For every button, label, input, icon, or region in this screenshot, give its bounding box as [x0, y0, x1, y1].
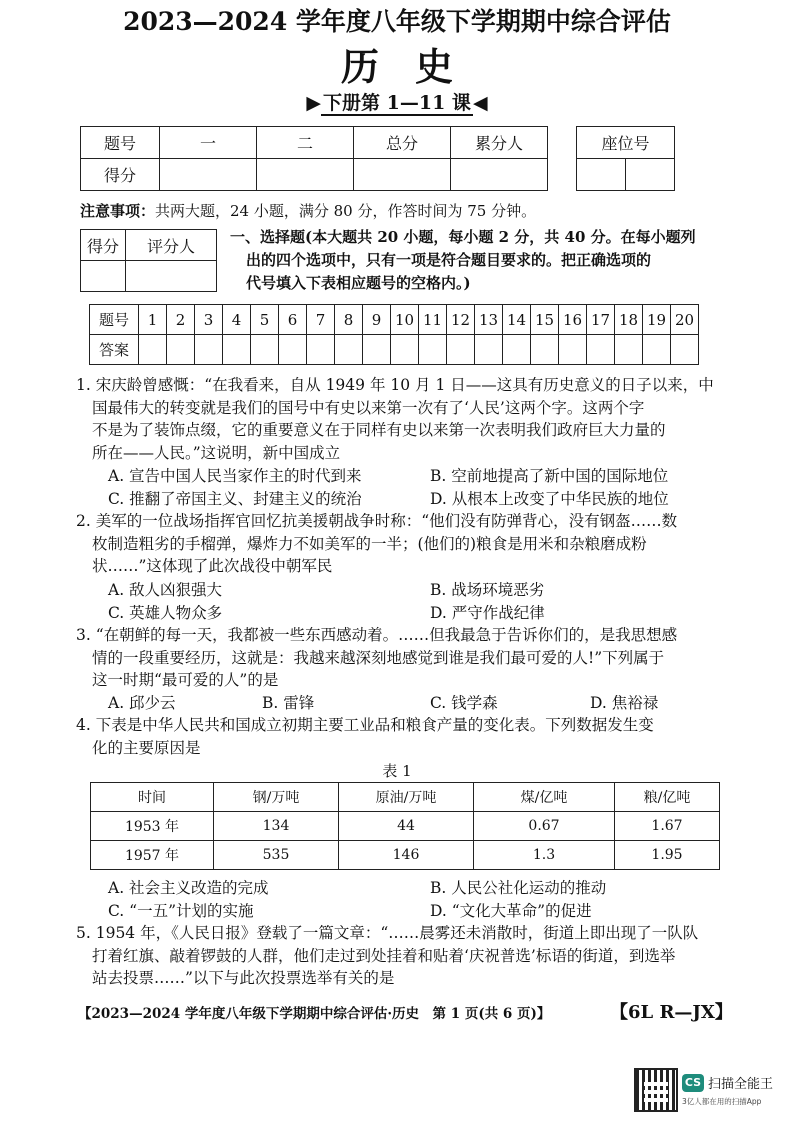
answer-number: 8	[335, 305, 363, 335]
grader-input-cell[interactable]	[81, 261, 126, 292]
production-table	[90, 782, 720, 870]
table-header: 粮/亿吨	[615, 783, 720, 812]
answer-number: 17	[587, 305, 615, 335]
option[interactable]: B. 空前地提高了新中国的国际地位	[430, 467, 669, 485]
grader-input-cell[interactable]	[126, 261, 217, 292]
left-triangle-icon: ◀	[472, 92, 488, 114]
answer-input-cell[interactable]	[139, 335, 167, 365]
answer-number: 18	[615, 305, 643, 335]
answer-number: 4	[223, 305, 251, 335]
option[interactable]: D. 从根本上改变了中华民族的地位	[430, 490, 669, 508]
answer-input-cell[interactable]	[447, 335, 475, 365]
option[interactable]: A. 敌人凶狠强大	[108, 581, 223, 599]
question-line: 5. 1954 年，《人民日报》登载了一篇文章：“……晨雾还未消散时，街道上即出现了一队队	[76, 924, 699, 942]
table-header: 钢/万吨	[214, 783, 339, 812]
table-cell: 1957 年	[91, 841, 214, 870]
notice	[80, 200, 536, 221]
option[interactable]: D. “文化大革命”的促进	[430, 902, 592, 920]
answer-input-cell[interactable]	[195, 335, 223, 365]
question-line: 1. 宋庆龄曾感慨：“在我看来，自从 1949 年 10 月 1 日——这具有历史意义的日子以来，中	[76, 376, 714, 394]
section-line: 一、选择题(本大题共 20 小题，每小题 2 分，共 40 分。在每小题列	[230, 228, 696, 246]
answer-number: 7	[307, 305, 335, 335]
answer-input-cell[interactable]	[279, 335, 307, 365]
answer-number: 13	[475, 305, 503, 335]
question-line: 枚制造粗劣的手榴弹，爆炸力不如美军的一半；(他们的)粮食是用米和杂粮磨成粉	[92, 534, 647, 553]
answer-header-label: 题号	[90, 305, 139, 335]
score-cell: 总分	[354, 127, 451, 159]
answer-input-cell[interactable]	[503, 335, 531, 365]
answer-input-cell[interactable]	[167, 335, 195, 365]
answer-input-cell[interactable]	[307, 335, 335, 365]
qr-code-icon	[636, 1070, 676, 1110]
answer-input-cell[interactable]	[251, 335, 279, 365]
table-cell: 1.67	[615, 812, 720, 841]
table-cell: 0.67	[474, 812, 615, 841]
seat-input-cell[interactable]	[577, 159, 626, 191]
exam-title: 2023—2024 学年度八年级下学期期中综合评估	[123, 7, 671, 36]
question-line: 化的主要原因是	[92, 738, 201, 757]
score-table	[80, 126, 548, 191]
score-input-cell[interactable]	[160, 159, 257, 191]
answer-row-label: 答案	[90, 335, 139, 365]
scanner-tagline: 3亿人都在用的扫描App	[682, 1097, 762, 1106]
table-cell: 146	[339, 841, 474, 870]
answer-number: 9	[363, 305, 391, 335]
answer-number: 12	[447, 305, 475, 335]
score-cell: 累分人	[451, 127, 548, 159]
answer-number: 2	[167, 305, 195, 335]
question-line: 情的一段重要经历，这就是：我越来越深刻地感觉到谁是我们最可爱的人!”下列属于	[92, 648, 665, 667]
answer-input-cell[interactable]	[475, 335, 503, 365]
answer-number: 1	[139, 305, 167, 335]
score-input-cell[interactable]	[451, 159, 548, 191]
answer-input-cell[interactable]	[615, 335, 643, 365]
right-triangle-icon: ▶	[306, 92, 322, 114]
question-line: 状……”这体现了此次战役中朝军民	[92, 557, 333, 576]
question-line: 所在——人民。”这说明，新中国成立	[92, 443, 341, 462]
subject-title: 历史	[340, 44, 489, 89]
answer-number: 5	[251, 305, 279, 335]
table-cell: 1953 年	[91, 812, 214, 841]
answer-input-cell[interactable]	[363, 335, 391, 365]
answer-number: 20	[671, 305, 699, 335]
question-4	[76, 714, 726, 759]
seat-table	[576, 126, 675, 191]
answer-number: 10	[391, 305, 419, 335]
notice-label: 注意事项：	[80, 202, 156, 220]
question-line: 不是为了装饰点缀，它的重要意义在于同样有史以来第一次表明我们政府巨大力量的	[92, 421, 666, 440]
score-input-cell[interactable]	[257, 159, 354, 191]
table-header: 原油/万吨	[339, 783, 474, 812]
question-line: 这一时期“最可爱的人”的是	[92, 671, 279, 690]
answer-input-cell[interactable]	[223, 335, 251, 365]
grader-label: 评分人	[126, 230, 217, 261]
score-input-cell[interactable]	[354, 159, 451, 191]
section-line: 出的四个选项中，只有一项是符合题目要求的。把正确选项的	[246, 251, 652, 269]
scanner-name: 扫描全能王	[708, 1077, 774, 1092]
scope-text: 下册第 1—11 课	[323, 92, 471, 114]
answer-number: 6	[279, 305, 307, 335]
option[interactable]: C. 推翻了帝国主义、封建主义的统治	[108, 490, 362, 508]
answer-input-cell[interactable]	[559, 335, 587, 365]
question-line: 2. 美军的一位战场指挥官回忆抗美援朝战争时称：“他们没有防弹背心，没有钢盔……数	[76, 512, 678, 530]
exam-code: 【6L R—JX】	[610, 1002, 733, 1023]
question-line: 3. “在朝鲜的每一天，我都被一些东西感动着。……但我最急于告诉你们的，是我思想感	[76, 626, 678, 644]
camscanner-logo-icon: CS	[682, 1074, 704, 1092]
option[interactable]: A. 邱少云	[108, 694, 176, 712]
section-line: 代号填入下表相应题号的空格内。)	[246, 274, 471, 292]
answer-table	[89, 304, 699, 365]
question-1	[76, 374, 726, 464]
answer-number: 14	[503, 305, 531, 335]
option[interactable]: A. 社会主义改造的完成	[108, 879, 269, 897]
question-line: 打着红旗、敲着锣鼓的人群，他们走过到处挂着和贴着‘庆祝普选’标语的街道，到选举	[92, 946, 676, 965]
answer-number: 11	[419, 305, 447, 335]
question-5	[76, 922, 726, 990]
answer-input-cell[interactable]	[671, 335, 699, 365]
score-cell: 题号	[81, 127, 160, 159]
answer-input-cell[interactable]	[419, 335, 447, 365]
question-2	[76, 510, 726, 578]
table-header: 时间	[91, 783, 214, 812]
option[interactable]: D. 焦裕禄	[590, 694, 659, 712]
grader-score-label: 得分	[81, 230, 126, 261]
table-cell: 1.3	[474, 841, 615, 870]
question-line: 国最伟大的转变就是我们的国号中有史以来第一次有了‘人民’这两个字。这两个字	[92, 398, 645, 417]
answer-input-cell[interactable]	[643, 335, 671, 365]
score-cell: 二	[257, 127, 354, 159]
option[interactable]: C. “一五”计划的实施	[108, 902, 254, 920]
answer-input-cell[interactable]	[335, 335, 363, 365]
question-line: 站去投票……”以下与此次投票选举有关的是	[92, 969, 395, 988]
option[interactable]: C. 钱学森	[430, 694, 498, 712]
seat-label: 座位号	[577, 127, 675, 159]
score-cell: 一	[160, 127, 257, 159]
notice-text: 共两大题，24 小题，满分 80 分，作答时间为 75 分钟。	[155, 202, 537, 220]
answer-input-cell[interactable]	[391, 335, 419, 365]
answer-number: 15	[531, 305, 559, 335]
page-footer: 【2023—2024 学年度八年级下学期期中综合评估·历史 第 1 页(共 6 页)】	[78, 1006, 551, 1022]
table-cell: 535	[214, 841, 339, 870]
answer-number: 19	[643, 305, 671, 335]
table-cell: 44	[339, 812, 474, 841]
seat-input-cell[interactable]	[626, 159, 675, 191]
exam-scope	[0, 88, 794, 115]
question-line: 4. 下表是中华人民共和国成立初期主要工业品和粮食产量的变化表。下列数据发生变	[76, 716, 654, 734]
table-cell: 134	[214, 812, 339, 841]
table-cell: 1.95	[615, 841, 720, 870]
table-caption: 表 1	[382, 762, 412, 780]
answer-input-cell[interactable]	[531, 335, 559, 365]
option[interactable]: B. 人民公社化运动的推动	[430, 879, 607, 897]
answer-input-cell[interactable]	[587, 335, 615, 365]
answer-number: 3	[195, 305, 223, 335]
score-cell: 得分	[81, 159, 160, 191]
section-heading	[230, 226, 710, 295]
option[interactable]: A. 宣告中国人民当家作主的时代到来	[108, 467, 362, 485]
option[interactable]: B. 战场环境恶劣	[430, 581, 545, 599]
option[interactable]: D. 严守作战纪律	[430, 604, 545, 622]
question-3	[76, 624, 726, 692]
option[interactable]: C. 英雄人物众多	[108, 604, 223, 622]
answer-number: 16	[559, 305, 587, 335]
table-header: 煤/亿吨	[474, 783, 615, 812]
option[interactable]: B. 雷锋	[262, 694, 315, 712]
grader-table	[80, 229, 217, 292]
